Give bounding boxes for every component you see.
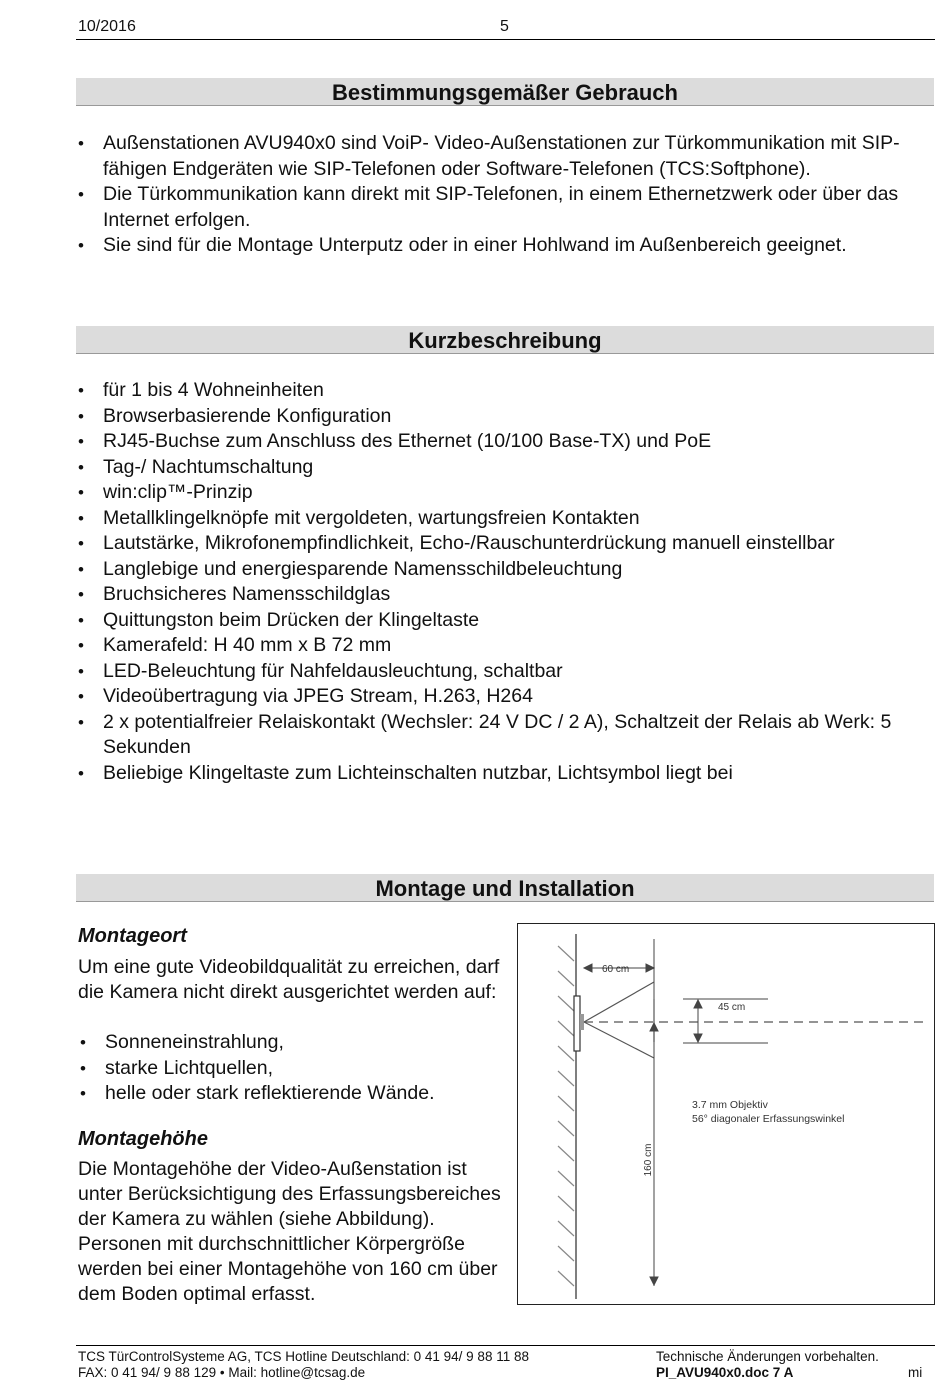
- height-label: 160 cm: [643, 1143, 654, 1177]
- distance-dimension: [584, 939, 654, 1039]
- footer-docref: PI_AVU940x0.doc 7 A: [656, 1365, 794, 1380]
- page-number: 5: [500, 18, 509, 35]
- list-item: • Lautstärke, Mikrofonempfindlichkeit, Echo-/Rauschunterdrückung manuell einstellbar: [76, 531, 938, 557]
- camera-lens: [580, 1014, 584, 1030]
- list-item: • RJ45-Buchse zum Anschluss des Ethernet (10/100 Base-TX) und PoE: [76, 429, 938, 455]
- section-title-short-description: Kurzbeschreibung: [76, 326, 934, 354]
- wall-hatching: [558, 934, 576, 1299]
- list-item: • für 1 bis 4 Wohneinheiten: [76, 378, 938, 404]
- montageort-paragraph: Um eine gute Videobildqualität zu erreichen, darf die Kamera nicht direkt ausgerichtet werden auf:: [78, 956, 500, 1003]
- distance-label: 60 cm: [602, 964, 630, 975]
- list-item: • Sie sind für die Montage Unterputz oder in einer Hohlwand im Außenbereich geeignet.: [76, 233, 938, 259]
- lens-label: 3.7 mm Objektiv: [692, 1099, 768, 1111]
- list-item: • helle oder stark reflektierende Wände.: [78, 1081, 508, 1107]
- list-item: • Bruchsicheres Namensschildglas: [76, 582, 938, 608]
- short-description-list: [76, 378, 938, 786]
- list-item: • Videoübertragung via JPEG Stream, H.263, H264: [76, 684, 938, 710]
- list-item: • Browserbasierende Konfiguration: [76, 404, 938, 430]
- list-item: • LED-Beleuchtung für Nahfeldausleuchtung, schaltbar: [76, 659, 938, 685]
- section-title-intended-use: Bestimmungsgemäßer Gebrauch: [76, 78, 934, 106]
- montagehoehe-paragraph: Die Montagehöhe der Video-Außenstation ist unter Berücksichtigung des Erfassungsbereiches der Kamera zu wählen (siehe Abbildung). Personen mit durchschnittlicher Körpergröße werden bei einer Montagehöhe von 160 cm über dem Boden optimal erfasst.: [78, 1158, 501, 1305]
- footer-hotline: TCS TürControlSysteme AG, TCS Hotline Deutschland: 0 41 94/ 9 88 11 88: [78, 1349, 529, 1364]
- footer-divider: [76, 1345, 935, 1346]
- list-item: • Tag-/ Nachtumschaltung: [76, 455, 938, 481]
- angle-label: 56° diagonaler Erfassungswinkel: [692, 1113, 845, 1125]
- section-title-installation: Montage und Installation: [76, 874, 934, 902]
- montageort-heading: Montageort: [78, 925, 187, 947]
- list-item: • Die Türkommunikation kann direkt mit SIP-Telefonen, in einem Ethernetzwerk oder über das Internet erfolgen.: [76, 182, 938, 233]
- width-label: 45 cm: [718, 1002, 746, 1013]
- mounting-diagram-drawing: [518, 924, 934, 1304]
- view-cone: [584, 982, 923, 1058]
- mounting-diagram: [517, 923, 935, 1305]
- footer-initials: mi: [908, 1365, 923, 1380]
- montageort-list: [78, 1030, 508, 1107]
- intended-use-list: [76, 131, 938, 259]
- footer-notice: Technische Änderungen vorbehalten.: [656, 1349, 879, 1364]
- list-item: • Langlebige und energiesparende Namensschildbeleuchtung: [76, 557, 938, 583]
- list-item: • 2 x potentialfreier Relaiskontakt (Wechsler: 24 V DC / 2 A), Schaltzeit der Relais ab Werk: 5 Sekunden: [76, 710, 938, 761]
- list-item: • Außenstationen AVU940x0 sind VoiP- Video-Außenstationen zur Türkommunikation mit SIP-fähigen Endgeräten wie SIP-Telefonen oder Software-Telefonen (TCS:Softphone).: [76, 131, 938, 182]
- list-item: • starke Lichtquellen,: [78, 1056, 508, 1082]
- list-item: • Beliebige Klingeltaste zum Lichteinschalten nutzbar, Lichtsymbol liegt bei: [76, 761, 938, 787]
- header-date: 10/2016: [78, 18, 136, 35]
- montagehoehe-heading: Montagehöhe: [78, 1128, 208, 1150]
- list-item: • win:clip™-Prinzip: [76, 480, 938, 506]
- list-item: • Quittungston beim Drücken der Klingeltaste: [76, 608, 938, 634]
- list-item: • Sonneneinstrahlung,: [78, 1030, 508, 1056]
- footer-fax-mail: FAX: 0 41 94/ 9 88 129 • Mail: hotline@tcsag.de: [78, 1365, 366, 1380]
- list-item: • Metallklingelknöpfe mit vergoldeten, wartungsfreien Kontakten: [76, 506, 938, 532]
- device-outline: [574, 996, 580, 1051]
- list-item: • Kamerafeld: H 40 mm x B 72 mm: [76, 633, 938, 659]
- header-divider: [76, 39, 935, 40]
